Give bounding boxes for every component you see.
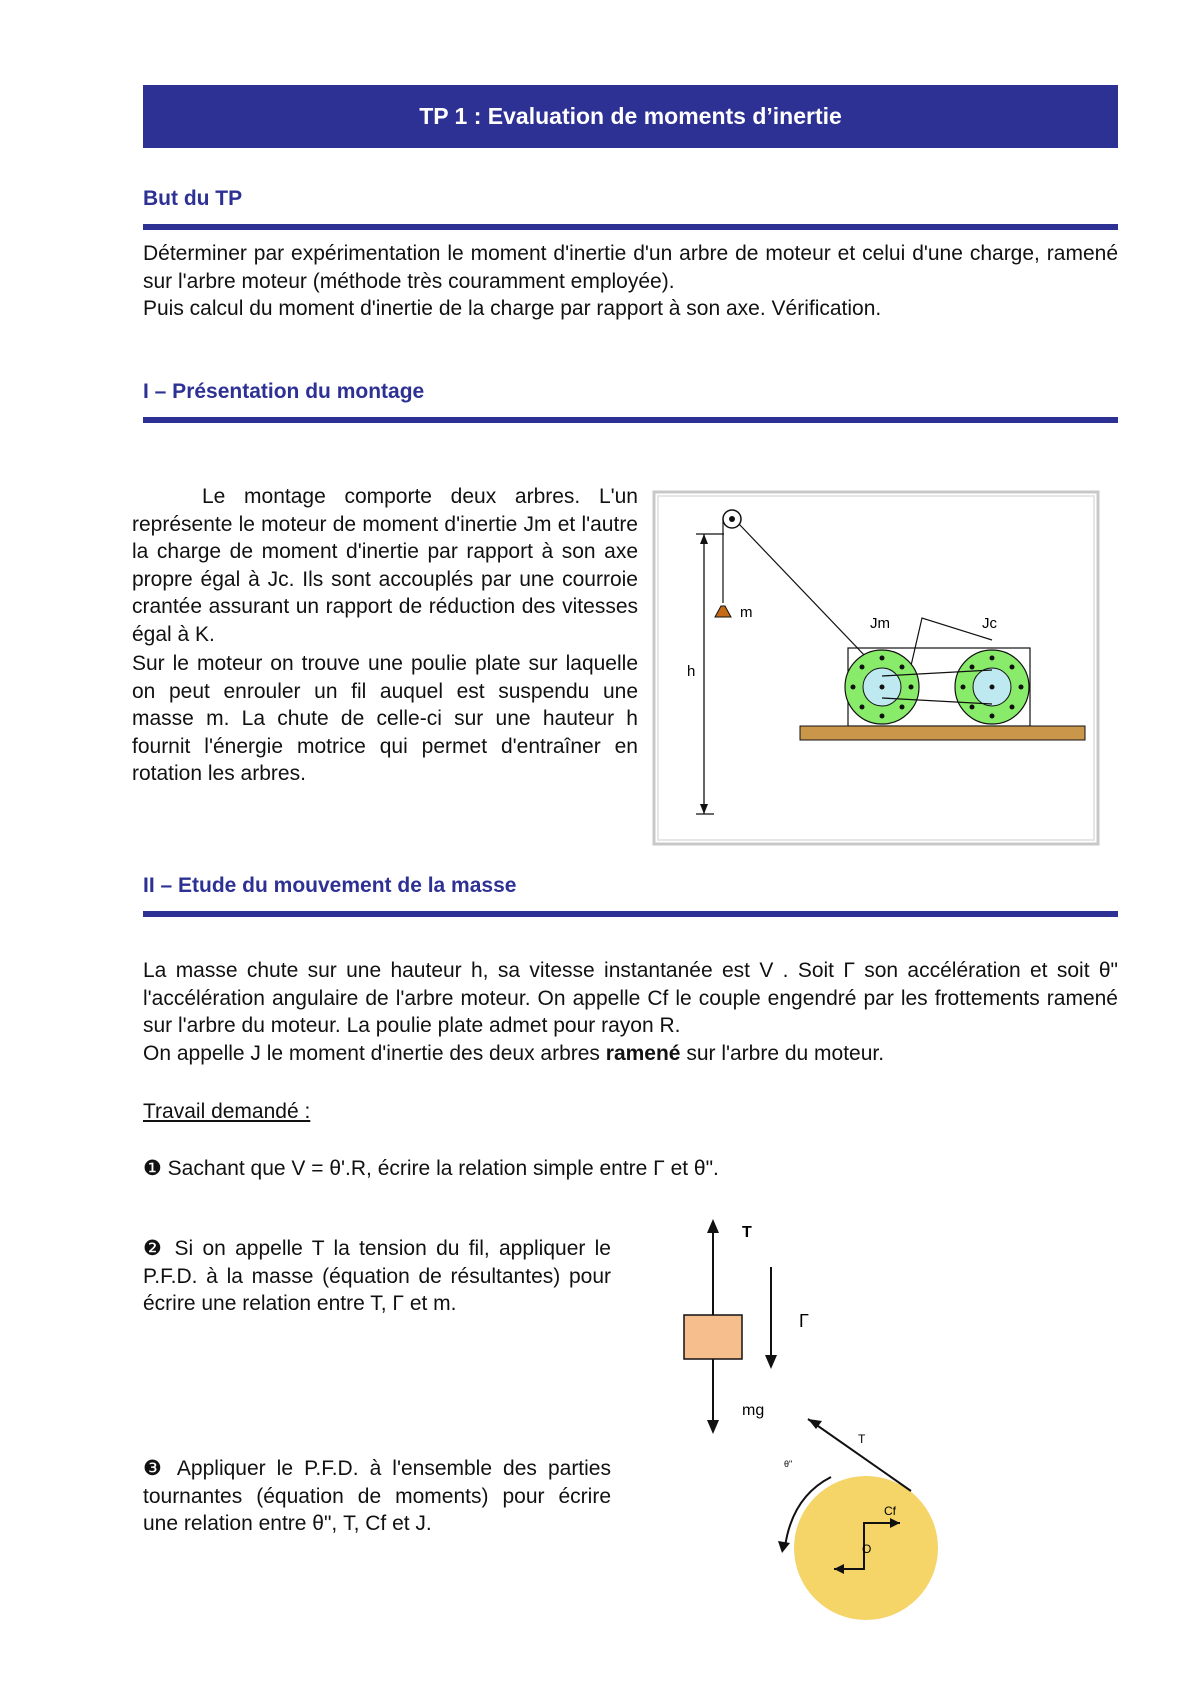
label-t: T	[742, 1224, 752, 1241]
arrow-down-icon	[778, 1541, 790, 1553]
label-gamma: Γ	[799, 1311, 809, 1331]
travail-demande: Travail demandé :	[143, 1100, 311, 1123]
section-heading-mouvement: II – Etude du mouvement de la masse	[143, 874, 517, 897]
section-rule	[143, 417, 1118, 423]
montage-figure	[652, 490, 1100, 846]
but-paragraph: Déterminer par expérimentation le moment d'inertie d'un arbre de moteur et celui d'une charge, ramené sur l'arbre moteur (méthode très couramment employée).	[143, 242, 1118, 293]
label-o: O	[862, 1542, 872, 1556]
board	[800, 726, 1085, 740]
arrow-up-icon	[707, 1219, 719, 1233]
arrow-down-icon	[707, 1420, 719, 1434]
label-theta: θ"	[784, 1459, 793, 1469]
label-h: h	[687, 663, 696, 680]
question-1: ❶ Sachant que V = θ'.R, écrire la relation simple entre Γ et θ".	[143, 1157, 719, 1180]
but-verification: Puis calcul du moment d'inertie de la charge par rapport à son axe. Vérification.	[143, 297, 882, 320]
label-cf: Cf	[884, 1504, 896, 1518]
label-jc: Jc	[982, 615, 997, 632]
question-2: ❷ Si on appelle T la tension du fil, appliquer le P.F.D. à la masse (équation de résultantes) pour écrire une relation entre T, Γ et m.	[143, 1237, 611, 1315]
section-rule	[143, 224, 1118, 230]
presentation-paragraph-1: Le montage comporte deux arbres. L'un représente le moteur de moment d'inertie Jm et l'autre la charge de moment d'inertie par rapport à son axe propre égal à Jc. Ils sont accouplés par une courroie crantée assurant un rapport de réduction des vitesses égal à K.	[132, 485, 638, 646]
arrow-down-icon	[765, 1355, 777, 1369]
section-rule	[143, 911, 1118, 917]
mass-box	[684, 1315, 742, 1359]
page-title: TP 1 : Evaluation de moments d’inertie	[143, 85, 1118, 148]
mouvement-paragraph: La masse chute sur une hauteur h, sa vitesse instantanée est V . Soit Γ son accélération et soit θ" l'accélération angulaire de l'arbre moteur. On appelle Cf le couple engendré par les frottements ramené sur l'arbre du moteur. La poulie plate admet pour rayon R.	[143, 959, 1118, 1037]
presentation-paragraph-2: Sur le moteur on trouve une poulie plate sur laquelle on peut enrouler un fil auquel est suspendu une masse m. La chute de celle-ci sur une hauteur h fournit l'énergie motrice qui permet d'entraîner en rotation les arbres.	[132, 652, 638, 785]
label-t: T	[858, 1432, 866, 1446]
question-3: ❸ Appliquer le P.F.D. à l'ensemble des parties tournantes (équation de moments) pour écrire une relation entre θ", T, Cf et J.	[143, 1457, 611, 1535]
section-heading-presentation: I – Présentation du montage	[143, 380, 425, 403]
label-m: m	[740, 604, 753, 621]
label-jm: Jm	[870, 615, 890, 632]
mouvement-paragraph-2: On appelle J le moment d'inertie des deux arbres ramené sur l'arbre du moteur.	[143, 1042, 885, 1065]
pulley-figure	[772, 1405, 962, 1635]
label-mg: mg	[742, 1402, 765, 1419]
section-heading-but: But du TP	[143, 187, 243, 210]
